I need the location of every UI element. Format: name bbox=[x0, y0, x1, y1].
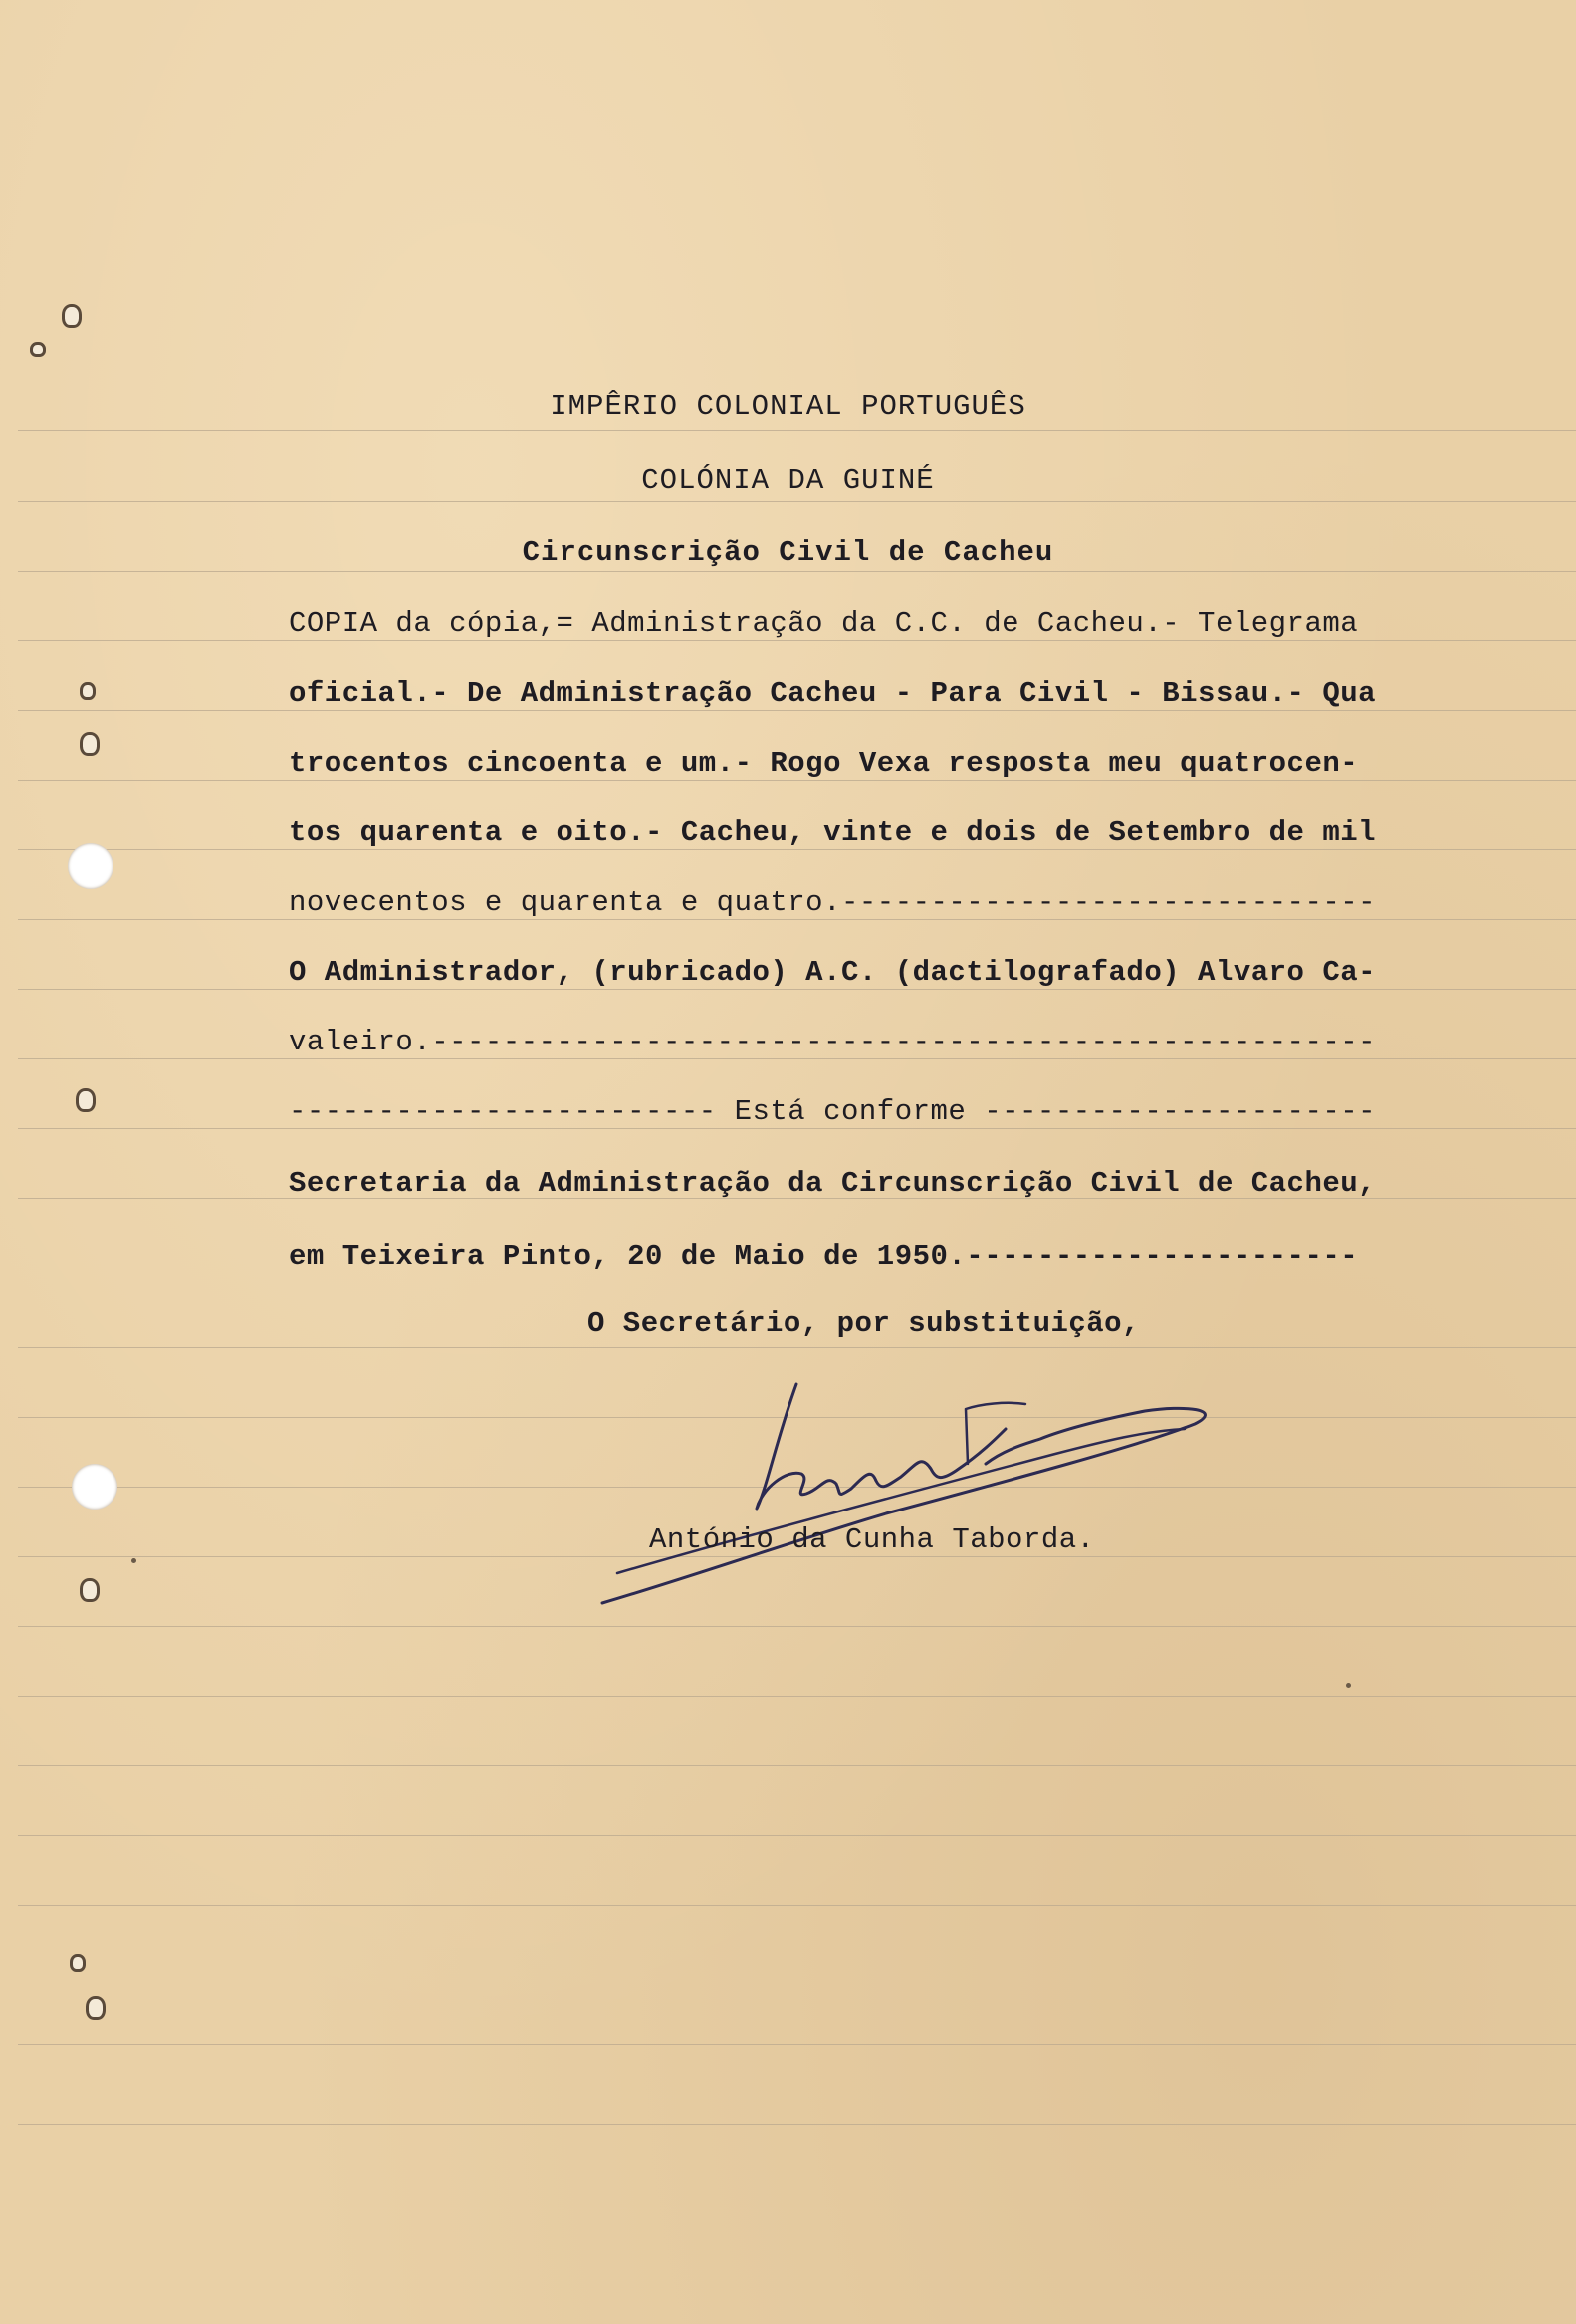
header-colony: COLÓNIA DA GUINÉ bbox=[641, 464, 935, 497]
tack-mark bbox=[30, 342, 46, 357]
ruled-line bbox=[18, 1347, 1576, 1348]
ruled-line bbox=[18, 710, 1576, 711]
body-line: ------------------------ Está conforme ---------------------- bbox=[289, 1095, 1377, 1128]
tack-mark bbox=[80, 1578, 100, 1602]
body-line: valeiro.----------------------------------------------------- bbox=[289, 1026, 1377, 1058]
tack-mark bbox=[80, 682, 96, 700]
body-line: COPIA da cópia,= Administração da C.C. de Cacheu.- Telegrama bbox=[289, 607, 1359, 640]
handwritten-signature bbox=[587, 1369, 1244, 1618]
tack-mark bbox=[70, 1954, 86, 1972]
secretary-line: O Secretário, por substituição, bbox=[587, 1307, 1140, 1340]
tack-mark bbox=[86, 1996, 106, 2020]
punch-hole bbox=[72, 1464, 117, 1510]
ruled-line bbox=[18, 2124, 1576, 2125]
ruled-line bbox=[18, 780, 1576, 781]
ruled-line bbox=[18, 1835, 1576, 1836]
tack-mark bbox=[76, 1088, 96, 1112]
ruled-line bbox=[18, 430, 1576, 431]
body-line: novecentos e quarenta e quatro.------------------------------ bbox=[289, 886, 1377, 919]
ruled-line bbox=[18, 1128, 1576, 1129]
body-line: tos quarenta e oito.- Cacheu, vinte e dois de Setembro de mil bbox=[289, 816, 1377, 849]
ruled-line bbox=[18, 640, 1576, 641]
tack-mark bbox=[62, 304, 82, 328]
stain-dot bbox=[1346, 1683, 1351, 1688]
stain-dot bbox=[131, 1558, 136, 1563]
header-district: Circunscrição Civil de Cacheu bbox=[522, 536, 1054, 569]
ruled-line bbox=[18, 501, 1576, 502]
header-empire: IMPÊRIO COLONIAL PORTUGUÊS bbox=[550, 390, 1026, 423]
ruled-line bbox=[18, 1696, 1576, 1697]
body-line: trocentos cincoenta e um.- Rogo Vexa resposta meu quatrocen- bbox=[289, 747, 1359, 780]
ruled-line bbox=[18, 2044, 1576, 2045]
signatory-name: António da Cunha Taborda. bbox=[649, 1523, 1095, 1556]
body-line: O Administrador, (rubricado) A.C. (dactilografado) Alvaro Ca- bbox=[289, 956, 1377, 989]
ruled-line bbox=[18, 989, 1576, 990]
ruled-line bbox=[18, 1058, 1576, 1059]
body-line: Secretaria da Administração da Circunscrição Civil de Cacheu, bbox=[289, 1167, 1377, 1200]
tack-mark bbox=[80, 732, 100, 756]
ruled-line bbox=[18, 571, 1576, 572]
ruled-line bbox=[18, 1626, 1576, 1627]
ruled-line bbox=[18, 919, 1576, 920]
ruled-line bbox=[18, 849, 1576, 850]
punch-hole bbox=[68, 843, 113, 889]
ruled-line bbox=[18, 1905, 1576, 1906]
body-line: em Teixeira Pinto, 20 de Maio de 1950.---------------------- bbox=[289, 1240, 1359, 1273]
body-line: oficial.- De Administração Cacheu - Para Civil - Bissau.- Qua bbox=[289, 677, 1377, 710]
ruled-line bbox=[18, 1765, 1576, 1766]
